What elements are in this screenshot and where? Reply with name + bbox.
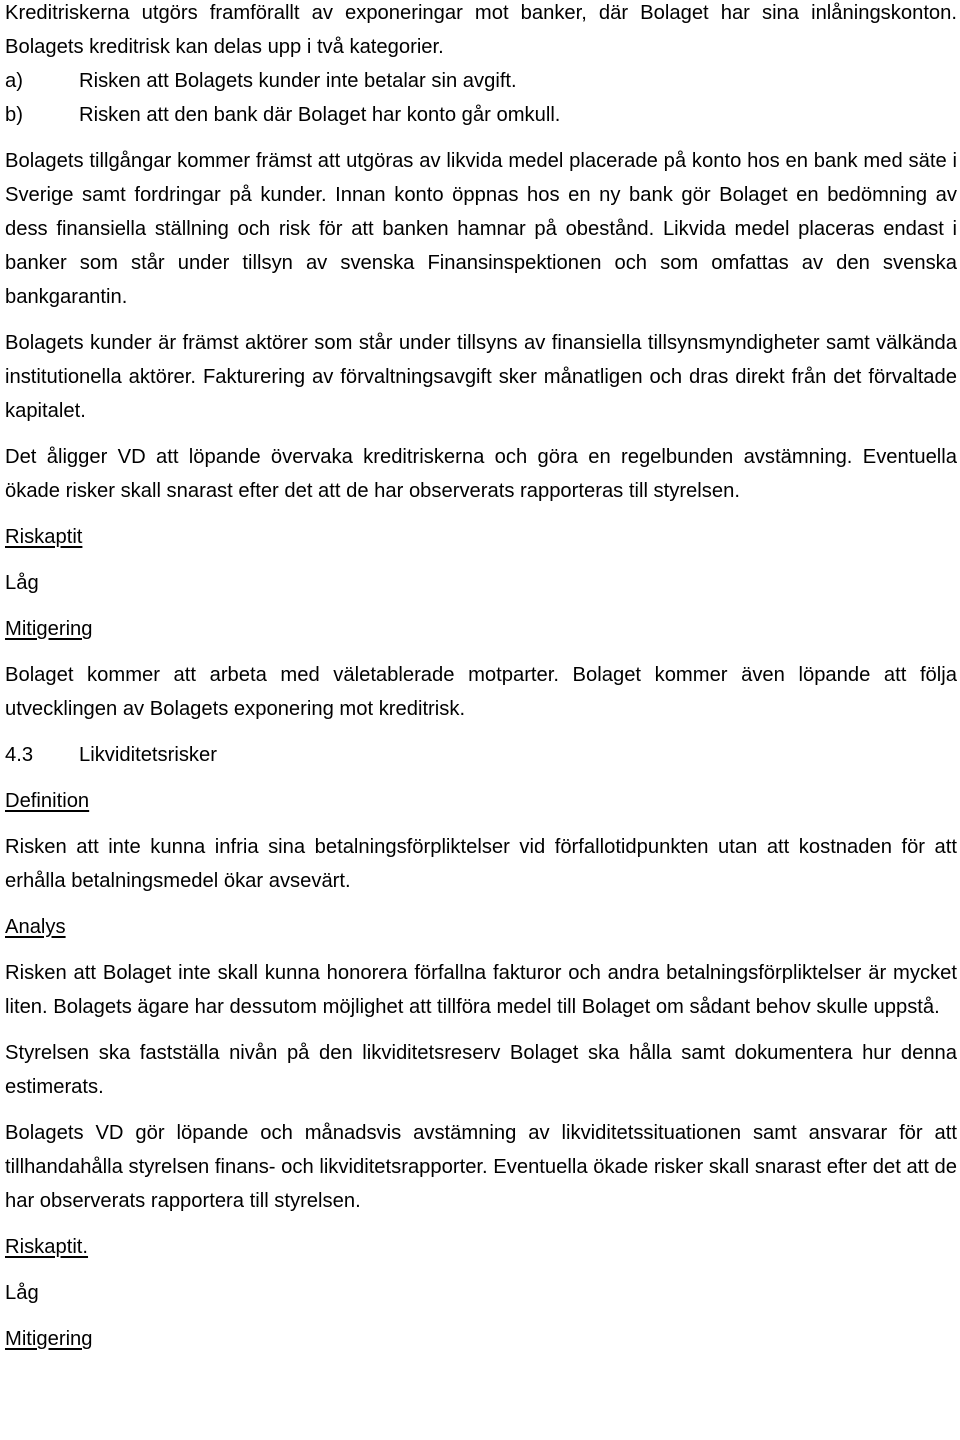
list-item-text: Risken att Bolagets kunder inte betalar sin avgift.	[79, 70, 517, 92]
assets-paragraph: Bolagets tillgångar kommer främst att utgöras av likvida medel placerade på konto hos en bank med säte i Sverige samt fordringar på kunder. Innan konto öppnas hos en ny bank gör Bolaget en bedömning av dess finansiella ställning och risk för att banken hamnar på obestånd. Likvida medel placeras endast i banker som står under tillsyn av svenska Finansinspektionen och som omfattas av den svenska bankgarantin.	[5, 150, 957, 308]
risk-appetite-value-2: Låg	[5, 1282, 39, 1304]
list-item	[5, 98, 957, 132]
list-item-text: Risken att den bank där Bolaget har konto går omkull.	[79, 104, 561, 126]
liquidity-reserve-paragraph: Styrelsen ska fastställa nivån på den likviditetsreserv Bolaget ska hålla samt dokumentera hur denna estimerats.	[5, 1042, 957, 1098]
definition-heading: Definition	[5, 790, 90, 812]
list-marker: b)	[5, 104, 23, 126]
credit-risk-intro-paragraph: Kreditriskerna utgörs framförallt av exponeringar mot banker, där Bolaget har sina inlåningskonton. Bolagets kreditrisk kan delas upp i två kategorier.	[5, 2, 957, 58]
section-heading	[5, 738, 957, 772]
ceo-reconciliation-paragraph: Bolagets VD gör löpande och månadsvis avstämning av likviditetssituationen samt ansvarar för att tillhandahålla styrelsen finans- och likviditetsrapporter. Eventuella ökade risker skall snarast efter det att de har observerats rapportera till styrelsen.	[5, 1122, 957, 1212]
mitigation-heading: Mitigering	[5, 618, 93, 640]
analysis-paragraph: Risken att Bolaget inte skall kunna honorera förfallna fakturor och andra betalningsförpliktelser är mycket liten. Bolagets ägare har dessutom möjlighet att tillföra medel till Bolaget om sådant behov skulle uppstå.	[5, 962, 957, 1018]
customers-paragraph: Bolagets kunder är främst aktörer som står under tillsyns av finansiella tillsynsmyndigheter samt välkända institutionella aktörer. Fakturering av förvaltningsavgift sker månatligen och dras direkt från det förvaltade kapitalet.	[5, 332, 957, 422]
list-marker: a)	[5, 70, 23, 92]
document-page	[5, 0, 957, 1368]
risk-appetite-heading-2: Riskaptit.	[5, 1236, 89, 1258]
analysis-heading: Analys	[5, 916, 66, 938]
risk-appetite-heading: Riskaptit	[5, 526, 83, 548]
mitigation-heading-2: Mitigering	[5, 1328, 93, 1350]
mitigation-paragraph: Bolaget kommer att arbeta med väletablerade motparter. Bolaget kommer även löpande att följa utvecklingen av Bolagets exponering mot kreditrisk.	[5, 664, 957, 720]
definition-paragraph: Risken att inte kunna infria sina betalningsförpliktelser vid förfallotidpunkten utan att kostnaden för att erhålla betalningsmedel ökar avsevärt.	[5, 836, 957, 892]
monitoring-paragraph: Det åligger VD att löpande övervaka kreditriskerna och göra en regelbunden avstämning. Eventuella ökade risker skall snarast efter det att de har observerats rapporteras till styrelsen.	[5, 446, 957, 502]
section-number: 4.3	[5, 744, 34, 766]
section-title: Likviditetsrisker	[79, 744, 217, 766]
list-item	[5, 64, 957, 98]
risk-appetite-value: Låg	[5, 572, 39, 594]
